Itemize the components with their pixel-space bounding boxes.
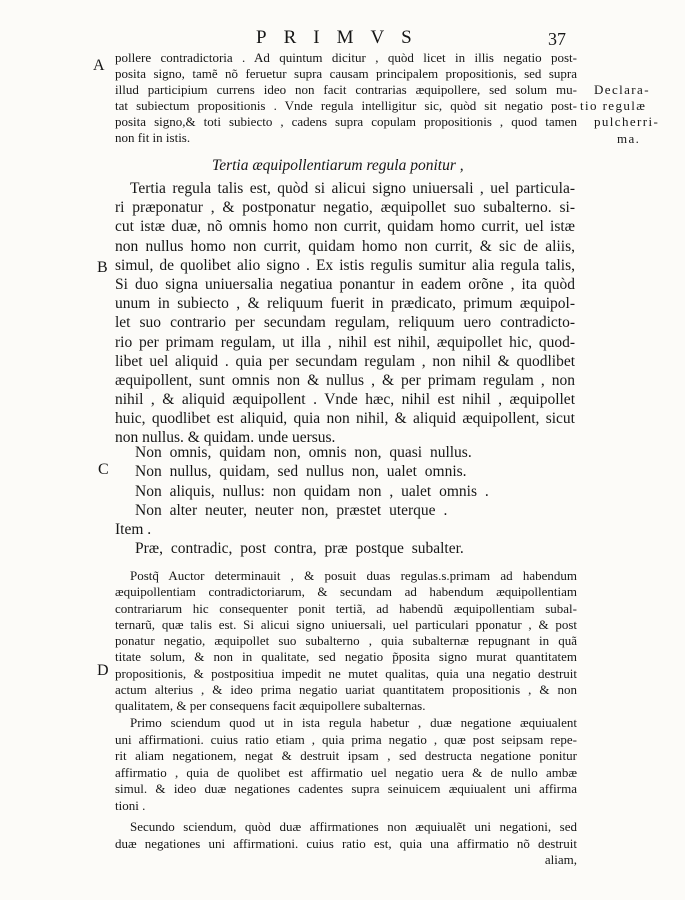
text-line: Postq̃ Auctor determinauit , & posuit duas regulas.s.primam ad habendum <box>130 568 577 583</box>
text-line: propositionis, & postpositiua impedit ne mutet qualitas, quia una negatio destruit <box>115 665 577 681</box>
text-line: qualitatem, & per consequens facit æquipollere subalternas. <box>115 698 426 713</box>
text-line: posita signo,& toti subiecto , cadens supra copulam propositionis , quod tamen <box>115 114 577 129</box>
mnemonic-verses <box>115 443 585 559</box>
text-line: nihil , & aliquid æquipollent . Vnde hæc, nihil est nihil , æquipollet <box>115 391 575 409</box>
commentary-paragraph <box>115 715 577 815</box>
side-note-line: ma. <box>617 131 641 146</box>
commentary-block-top <box>115 50 577 146</box>
commentary-paragraph <box>115 568 577 714</box>
text-line: non nullus. & quidam. unde uersus. <box>115 429 336 447</box>
text-line: actum alterius , & ideo prima negatio uariat quantitatem propositionis , & non <box>115 681 577 697</box>
verse-line: Non nullus, quidam, sed nullus non, ualet omnis. <box>135 463 467 481</box>
margin-letter-c: C <box>98 461 109 478</box>
section-heading: Tertia æquipollentiarum regula ponitur , <box>212 157 464 174</box>
running-title: PRIMVS <box>256 27 429 48</box>
text-line: simul, de quolibet alio signo . Ex istis regulis sumitur alia regula talis, <box>115 256 575 274</box>
text-line: cut istæ duæ, nõ omnis homo non currit, quidam homo currit, uel istæ <box>115 218 575 236</box>
text-line: æquipollentiam contradictoriarum, & secundam ad habendum æquipollentiam <box>115 584 577 600</box>
text-line: duæ negationes uni affirmationi. cuius ratio est, quia una affirmatio nõ destruit <box>115 835 577 851</box>
text-line: uni affirmationi. cuius ratio etiam , quia prima negatio , quæ post seipsam repe- <box>115 731 577 747</box>
text-line: tioni . <box>115 797 146 813</box>
text-line: non fit in istis. <box>115 130 191 145</box>
text-line: simul. & ideo duæ negationes cadentes supra seinuicem æquiualent uni affirma <box>115 781 577 797</box>
text-line: rit aliam negationem, negat & destruit ipsam , sed destructa negatione ponitur <box>115 748 577 764</box>
text-line: huic, quodlibet est aliquid, quia non nihil, & aliquid æquipollent, sicut <box>115 410 575 428</box>
page-number: 37 <box>548 29 566 49</box>
text-line: posita signo, tamẽ nõ feruetur supra causam principalem propositionis, sed supra <box>115 66 577 81</box>
margin-letter-d: D <box>97 662 109 679</box>
verse-line: Præ, contradic, post contra, præ postque subalter. <box>135 540 464 558</box>
text-line: tat subiectum propositionis . Vnde regula intelligitur sic, quòd sit negatio post- <box>115 98 577 113</box>
text-line: Primo sciendum quod ut in ista regula habetur , duæ negatione æquiualent <box>130 715 577 730</box>
main-text-paragraph <box>115 179 575 448</box>
verse-line: Non alter neuter, neuter non, præstet uterque . <box>135 501 448 519</box>
verse-line: Non omnis, quidam non, omnis non, quasi nullus. <box>135 444 472 461</box>
text-line: ri præponatur , & postponatur negatio, æquipollet suo subalterno. si- <box>115 199 575 217</box>
text-line: illud participium currens ideo non facit contrarias æquipollere, sed solum mu- <box>115 82 577 97</box>
side-note-line: tio regulæ <box>580 98 647 113</box>
text-line: pollere contradictoria . Ad quintum dicitur , quòd licet in illis negatio post- <box>115 50 577 65</box>
text-line: libet uel aliquid . quia per secundam regulam , non nihil & quodlibet <box>115 352 575 370</box>
text-line: non nullus homo non currit, quidam homo non currit, & sic de aliis, <box>115 237 575 255</box>
text-line: ternarũ, quæ talis est. Si alicui signo uniuersali, uel particulari pponatur , & post <box>115 616 577 632</box>
text-line: affirmatio , quia de quolibet est affirmatio uel negatio uera & de nullo ambæ <box>115 764 577 780</box>
side-note-line: pulcherri- <box>594 114 660 129</box>
text-line: Tertia regula talis est, quòd si alicui signo uniuersali , uel particula- <box>130 180 575 197</box>
text-line: æquipollent, sunt omnis non & nullus , & per primam regulam , non <box>115 371 575 389</box>
commentary-paragraph <box>115 819 577 869</box>
catchword-line: aliam, <box>544 852 577 867</box>
text-line: let suo contrario per secundam regulam, reliquum uero contradicto- <box>115 314 575 332</box>
margin-letter-b: B <box>97 259 108 276</box>
margin-letter-a: A <box>93 57 105 74</box>
text-line: Secundo sciendum, quòd duæ affirmationes non æquiualẽt uni negationi, sed <box>130 819 577 834</box>
text-line: contrariarum hic consequenter ponit tertiã, ad habendũ æquipollentiam subal- <box>115 600 577 616</box>
verse-line: Non aliquis, nullus: non quidam non , ualet omnis . <box>135 482 489 500</box>
item-label: Item . <box>115 521 152 539</box>
text-line: Si duo signa uniuersalia negatiua ponantur in eadem orõne , ita quòd <box>115 275 575 293</box>
text-line: ponatur negatio, æquipollet suo subalterno , quia subalternæ repugnant in quã <box>115 633 577 648</box>
text-line: rio per primam regulam, ut illa , nihil est nihil, æquipollet hic, quod- <box>115 333 575 351</box>
text-line: unum in subiecto , & reliquum fuerit in prædicato, primum æquipol- <box>115 295 575 313</box>
side-note-line: Declara- <box>594 82 650 97</box>
text-line: titate solum, & non in qualitate, sed negatio p̃posita signo murat quantitatem <box>115 649 577 665</box>
